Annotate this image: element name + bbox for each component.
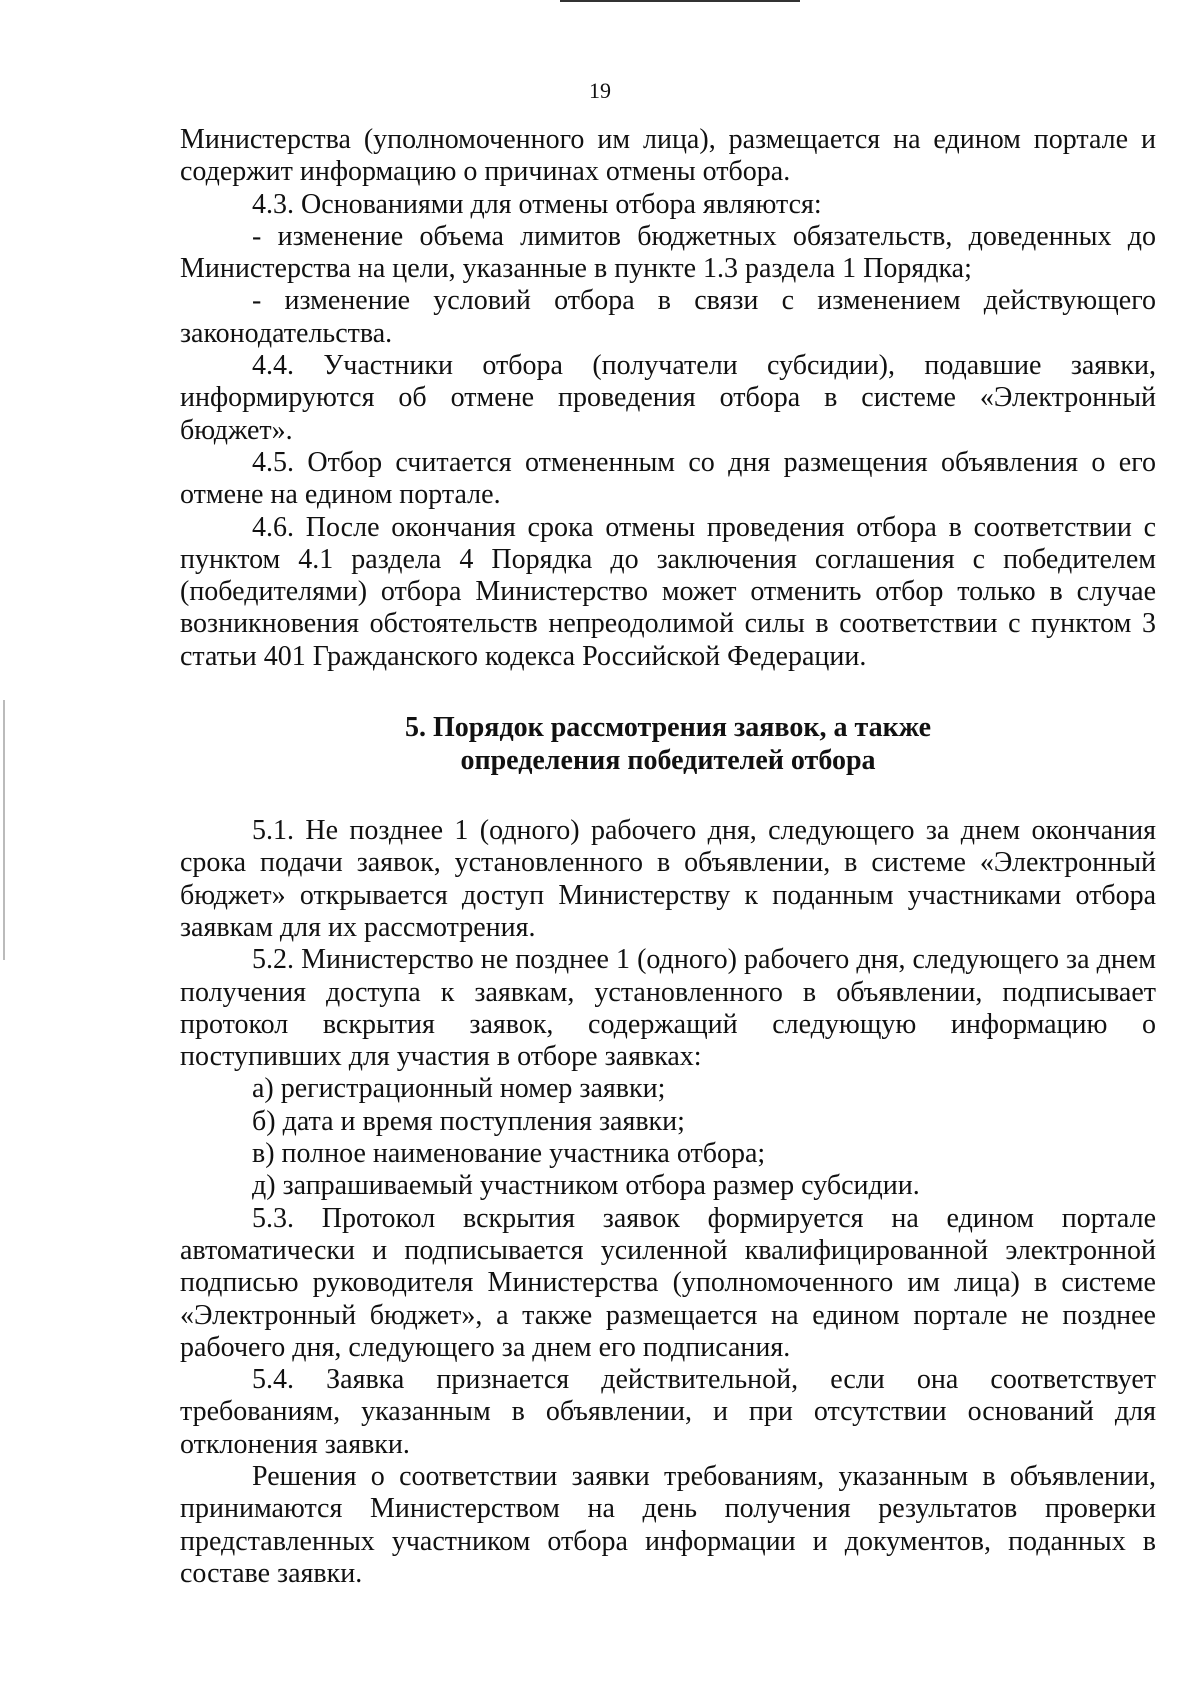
top-section (180, 124, 1156, 673)
paragraph-4-6: 4.6. После окончания срока отмены проведения отбора в соответствии с пунктом 4.1 раздела 4 Порядка до заключения соглашения с победителем (победителями) отбора Министерство может отменить отбор только в случае возникновения обстоятельств непреодолимой силы в соответствии с пунктом 3 статьи 401 Гражданского кодекса Российской Федерации. (180, 511, 1156, 672)
paragraph-4-5: 4.5. Отбор считается отмененным со дня размещения объявления о его отмене на едином портале. (180, 446, 1156, 511)
scan-artifact-top-line (560, 0, 800, 2)
paragraph-continuation: Министерства (уполномоченного им лица), размещается на едином портале и содержит информацию о причинах отмены отбора. (180, 124, 1156, 188)
document-body (180, 124, 1156, 1590)
paragraph-5-1: 5.1. Не позднее 1 (одного) рабочего дня, следующего за днем окончания срока подачи заявок, установленного в объявлении, в системе «Электронный бюджет» открывается доступ Министерству к поданным участниками отбора заявкам для их рассмотрения. (180, 815, 1156, 943)
list-item-legislation: - изменение условий отбора в связи с изменением действующего законодательства. (180, 285, 1156, 349)
section-heading-line-2: определения победителей отбора (460, 745, 876, 777)
paragraph-5-2: 5.2. Министерство не позднее 1 (одного) рабочего дня, следующего за днем получения доступа к заявкам, установленного в объявлении, подписывает протокол вскрытия заявок, содержащий следующую информацию о поступивших для участия в отборе заявках: (180, 944, 1156, 1073)
bottom-section (180, 815, 1156, 1590)
list-item-v: в) полное наименование участника отбора; (252, 1138, 766, 1170)
paragraph-4-4: 4.4. Участники отбора (получатели субсидии), подавшие заявки, информируются об отмене проведения отбора в системе «Электронный бюджет». (180, 350, 1156, 446)
list-item-d: д) запрашиваемый участником отбора размер субсидии. (252, 1170, 920, 1202)
page-number: 19 (589, 78, 611, 103)
list-item-limits: - изменение объема лимитов бюджетных обязательств, доведенных до Министерства на цели, указанные в пункте 1.3 раздела 1 Порядка; (180, 220, 1156, 285)
list-item-a: а) регистрационный номер заявки; (252, 1073, 666, 1105)
paragraph-5-4: 5.4. Заявка признается действительной, если она соответствует требованиям, указанным в объявлении, и при отсутствии оснований для отклонения заявки. (180, 1364, 1156, 1460)
list-item-b: б) дата и время поступления заявки; (252, 1105, 685, 1137)
paragraph-decisions: Решения о соответствии заявки требованиям, указанным в объявлении, принимаются Министерством на день получения результатов проверки представленных участником отбора информации и документов, поданных в составе заявки. (180, 1460, 1156, 1589)
section-heading-line-1: 5. Порядок рассмотрения заявок, а также (404, 712, 932, 744)
paragraph-4-3: 4.3. Основаниями для отмены отбора являются: (252, 188, 822, 220)
paragraph-5-3: 5.3. Протокол вскрытия заявок формируется на едином портале автоматически и подписывается усиленной квалифицированной электронной подписью руководителя Министерства (уполномоченного им лица) в системе «Электронный бюджет», а также размещается на едином портале не позднее рабочего дня, следующего за днем его подписания. (180, 1202, 1156, 1363)
scan-artifact-left-edge (3, 700, 5, 960)
section-heading (180, 711, 1156, 777)
